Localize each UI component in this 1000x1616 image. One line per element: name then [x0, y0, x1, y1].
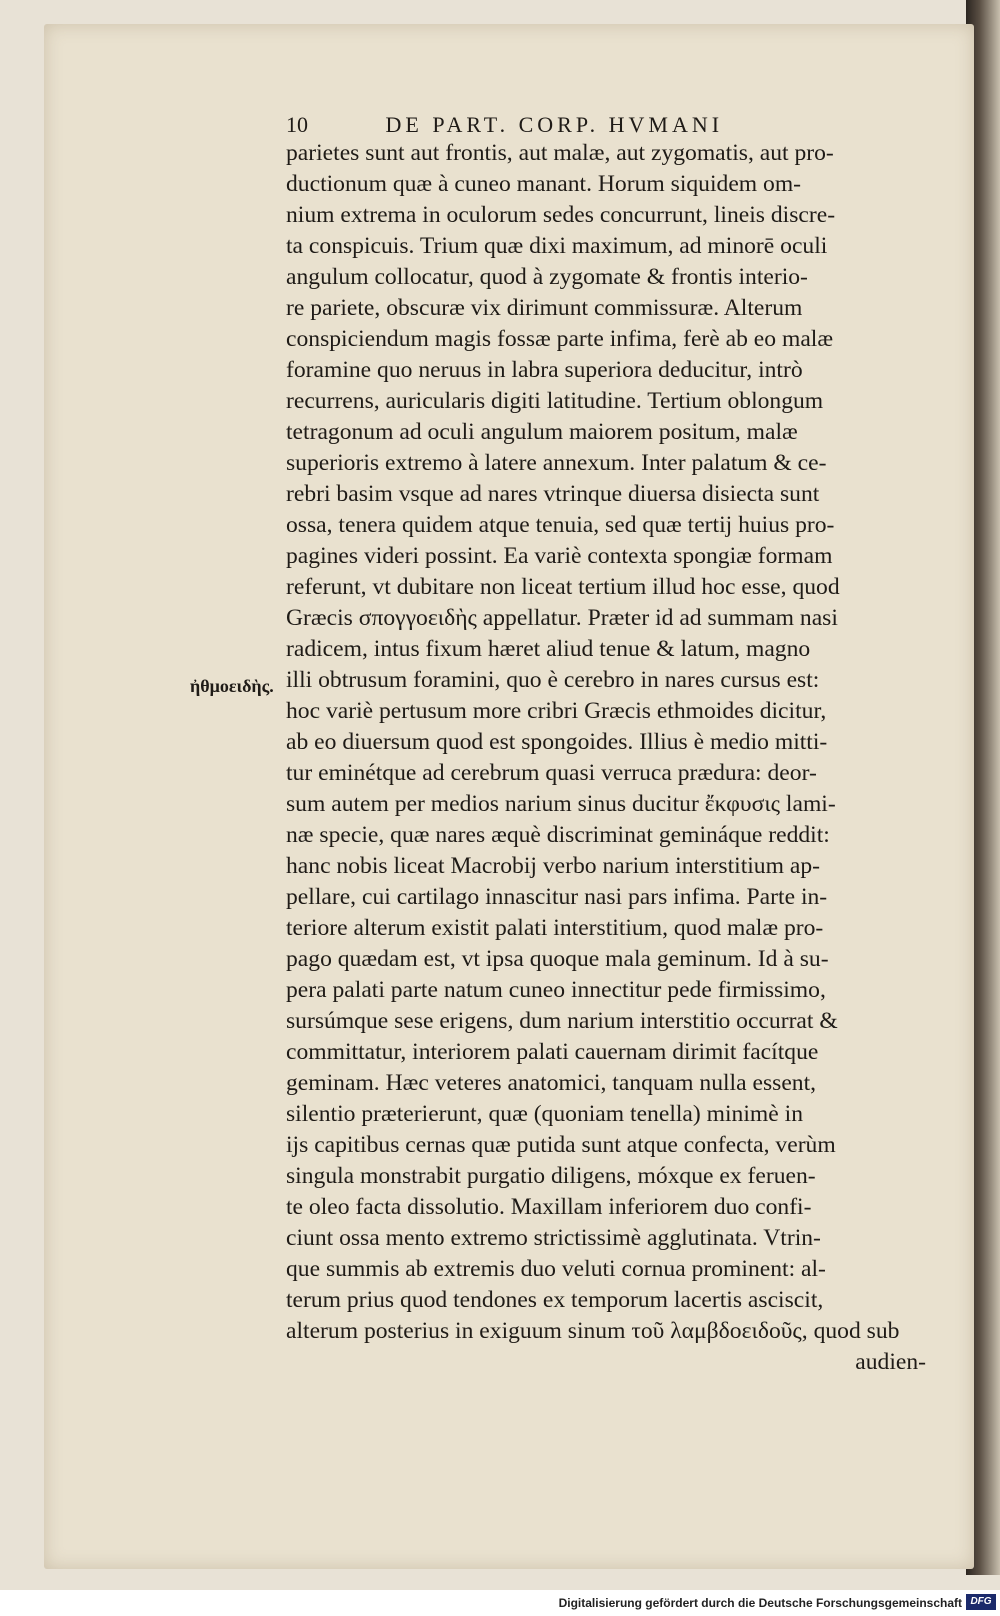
text-line: tetragonum ad oculi angulum maiorem positum, malæ: [286, 419, 798, 445]
running-head-title: DE PART. CORP. HVMANI: [385, 112, 724, 137]
text-line: geminam. Hæc veteres anatomici, tanquam nulla essent,: [286, 1070, 817, 1096]
text-line: tur eminétque ad cerebrum quasi verruca prædura: deor-: [286, 760, 817, 786]
text-line: alterum posterius in exiguum sinum τοῦ λαμβδοειδοῦς, quod sub: [286, 1318, 900, 1344]
text-line: te oleo facta dissolutio. Maxillam inferiorem duo confi-: [286, 1194, 812, 1220]
text-line: Græcis σπογγοειδὴς appellatur. Præter id ad summam nasi: [286, 605, 838, 631]
text-line: parietes sunt aut frontis, aut malæ, aut zygomatis, aut pro-: [286, 140, 834, 166]
text-line: ab eo diuersum quod est spongoides. Illius è medio mitti-: [286, 729, 828, 755]
text-line: singula monstrabit purgatio diligens, móxque ex feruen-: [286, 1163, 816, 1189]
page-number: 10: [286, 112, 308, 137]
text-line: conspiciendum magis fossæ parte infima, ferè ab eo malæ: [286, 326, 834, 352]
text-line: hanc nobis liceat Macrobij verbo narium interstitium ap-: [286, 853, 820, 879]
text-line: ductionum quæ à cuneo manant. Horum siquidem om-: [286, 171, 802, 197]
text-line: illi obtrusum foramini, quo è cerebro in nares cursus est:: [286, 667, 820, 693]
text-line: teriore alterum existit palati interstitium, quod malæ pro-: [286, 915, 824, 941]
text-line: silentio præterierunt, quæ (quoniam tenella) minimè in: [286, 1101, 803, 1127]
text-line: recurrens, auricularis digiti latitudine. Tertium oblongum: [286, 388, 824, 414]
dfg-logo: DFG: [966, 1594, 996, 1610]
text-line: nium extrema in oculorum sedes concurrunt, lineis discre-: [286, 202, 836, 228]
footer-bar: [0, 1590, 1000, 1616]
text-line: que summis ab extremis duo veluti cornua prominent: al-: [286, 1256, 826, 1282]
text-line: sum autem per medios narium sinus ducitur ἔκφυσις lami-: [286, 791, 836, 817]
catchword: audien-: [855, 1349, 926, 1375]
text-line: ijs capitibus cernas quæ putida sunt atque confecta, verùm: [286, 1132, 836, 1158]
text-line: ciunt ossa mento extremo strictissimè agglutinata. Vtrin-: [286, 1225, 821, 1251]
footer-credit: Digitalisierung gefördert durch die Deutsche Forschungsgemeinschaft: [558, 1596, 962, 1610]
text-line: pera palati parte natum cuneo innectitur pede firmissimo,: [286, 977, 826, 1003]
text-line: re pariete, obscuræ vix dirimunt commissuræ. Alterum: [286, 295, 803, 321]
text-line: committatur, interiorem palati cauernam dirimit facítque: [286, 1039, 819, 1065]
text-line: referunt, vt dubitare non liceat tertium illud hoc esse, quod: [286, 574, 840, 600]
body-text: [286, 138, 926, 1378]
text-line: ossa, tenera quidem atque tenuia, sed quæ tertij huius pro-: [286, 512, 835, 538]
text-line: rebri basim vsque ad nares vtrinque diuersa disiecta sunt: [286, 481, 820, 507]
text-line: foramine quo neruus in labra superiora deducitur, intrò: [286, 357, 803, 383]
text-line: pagines videri possint. Ea variè contexta spongiæ formam: [286, 543, 833, 569]
text-line: næ specie, quæ nares æquè discriminat gemináque reddit:: [286, 822, 830, 848]
running-header: [286, 112, 926, 138]
text-line: terum prius quod tendones ex temporum lacertis asciscit,: [286, 1287, 824, 1313]
text-line: superioris extremo à latere annexum. Inter palatum & ce-: [286, 450, 827, 476]
text-line: pago quædam est, vt ipsa quoque mala geminum. Id à su-: [286, 946, 829, 972]
margin-note: ἠθμοειδὴς.: [190, 676, 274, 696]
text-line: hoc variè pertusum more cribri Græcis ethmoides dicitur,: [286, 698, 827, 724]
text-line: sursúmque sese erigens, dum narium interstitio occurrat &: [286, 1008, 838, 1034]
text-line: angulum collocatur, quod à zygomate & frontis interio-: [286, 264, 808, 290]
text-line: ta conspicuis. Trium quæ dixi maximum, ad minorē oculi: [286, 233, 828, 259]
text-line: pellare, cui cartilago innascitur nasi pars infima. Parte in-: [286, 884, 828, 910]
text-line: radicem, intus fixum hæret aliud tenue & latum, magno: [286, 636, 811, 662]
